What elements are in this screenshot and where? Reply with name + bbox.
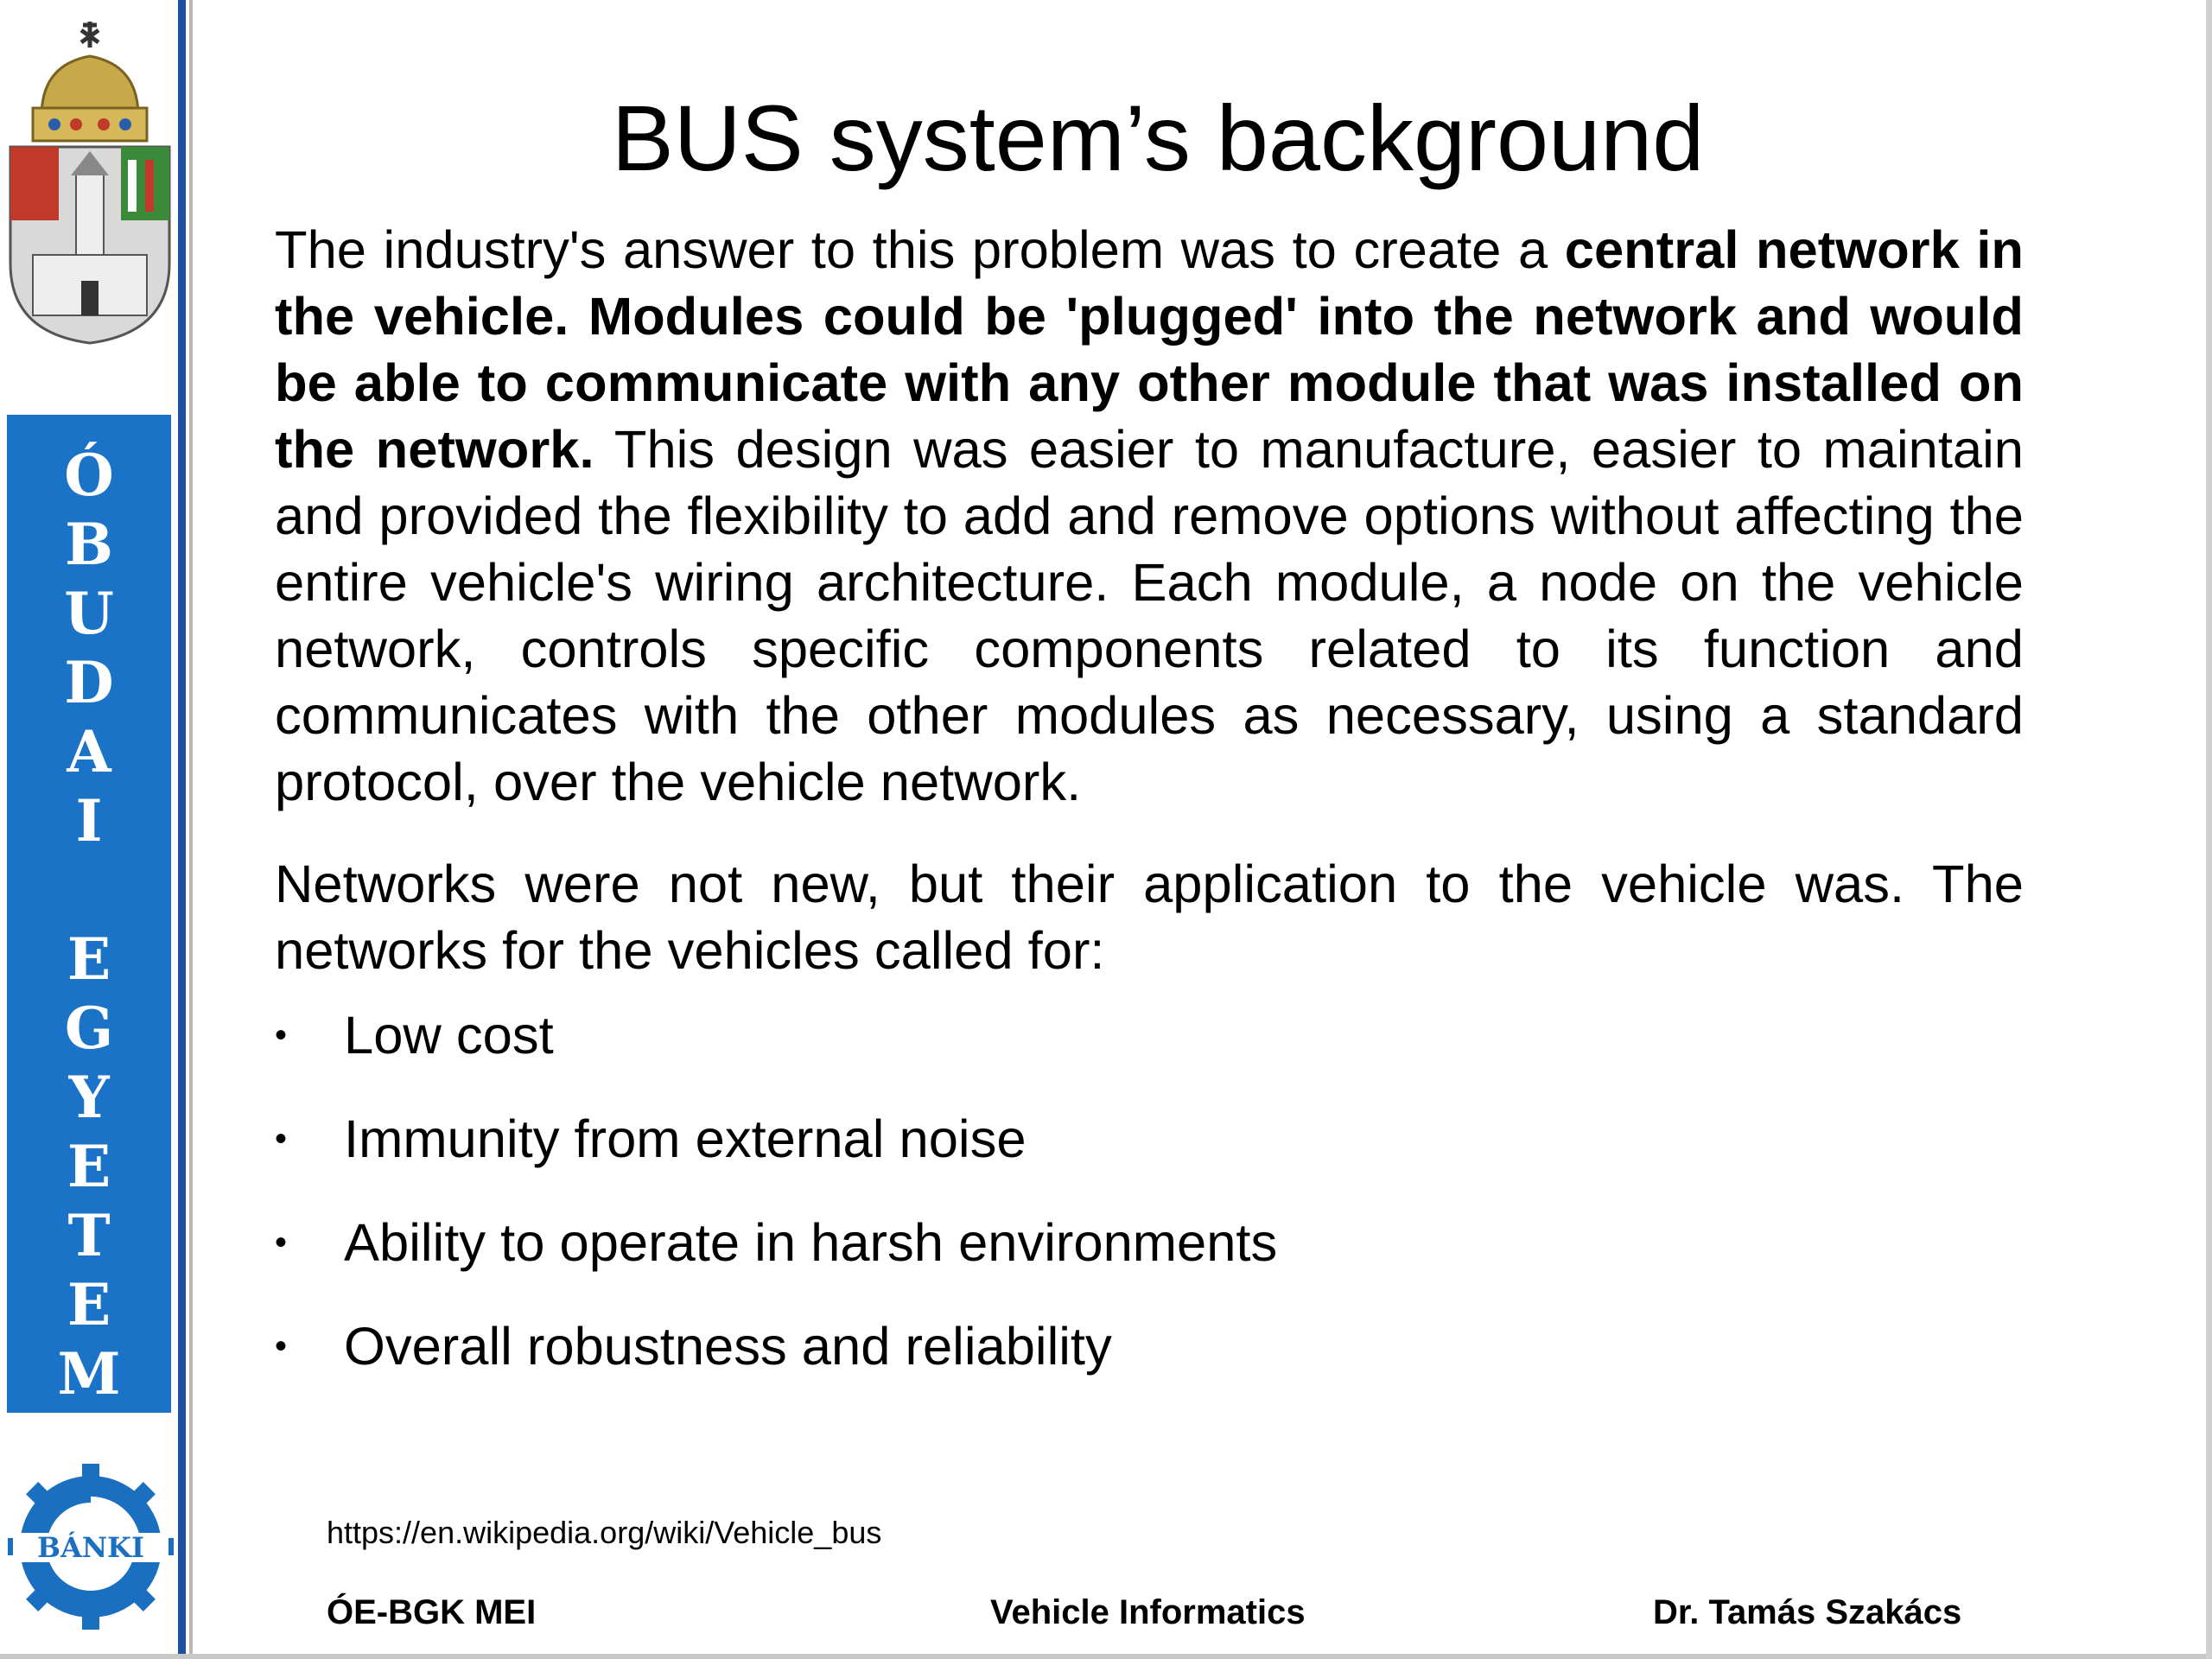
bottom-border [0,1654,2212,1659]
divider-blue [178,0,186,1659]
footer-institute: ÓE-BGK MEI [327,1593,537,1631]
bullet-icon: • [275,1224,288,1262]
bullet-icon: • [275,1327,288,1365]
list-item: • Low cost [275,1002,2003,1106]
paragraph-1-rest: This design was easier to manufacture, easier to maintain and provided the flexibility to add and remove options without affecting the entire vehicle's wiring architecture. Each module, a node on the vehicle network, controls specific components related to its function and communicates with the other modules as necessary, using a standard protocol, over the vehicle network. [275,420,2024,812]
list-item: • Overall robustness and reliability [275,1313,2003,1417]
list-item: • Immunity from external noise [275,1106,2003,1210]
university-name-vertical: Ó B U D A I E G Y E T E M [57,442,121,1408]
footer-author: Dr. Tamás Szakács [1653,1593,1962,1631]
paragraph-1 [275,217,2024,816]
paragraph-2: Networks were not new, but their application to the vehicle was. The networks for the vehicles called for: [275,855,2024,981]
paragraph-1-intro: The industry's answer to this problem was to create a [275,220,1565,280]
slide-title: BUS system’s background [611,86,1705,190]
right-border [2206,0,2212,1659]
university-crest-icon [7,22,173,346]
divider-gray [189,0,193,1659]
source-link[interactable]: https://en.wikipedia.org/wiki/Vehicle_bus [327,1515,882,1550]
bullet-icon: • [275,1120,288,1158]
footer-course: Vehicle Informatics [990,1593,1306,1631]
requirements-list [275,1002,2003,1417]
university-name-band [7,415,171,1413]
svg-text:BÁNKI: BÁNKI [37,1531,144,1564]
list-item: • Ability to operate in harsh environments [275,1210,2003,1313]
bullet-icon: • [275,1016,288,1054]
paragraph-1-bold: central network in the vehicle. Modules could be 'plugged' into the network and would be able to communicate with any other module that was installed on the network. [275,220,2024,480]
banki-gear-logo-icon [4,1460,177,1633]
sidebar [0,0,177,1659]
